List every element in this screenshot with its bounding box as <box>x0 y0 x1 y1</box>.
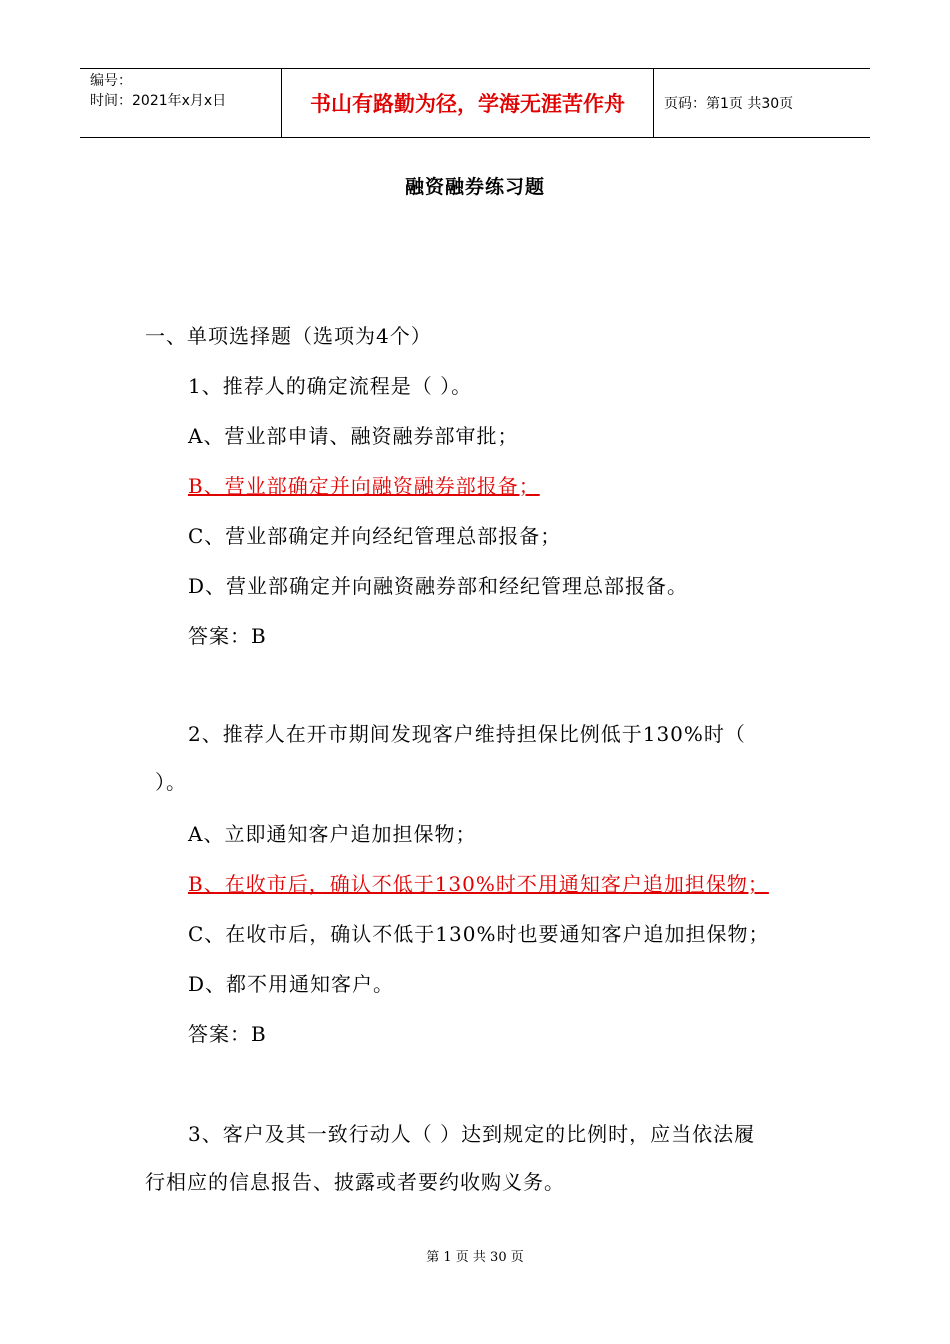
question-1-option-b-correct: B、营业部确定并向融资融券部报备； <box>188 474 540 498</box>
question-1-option-c: C、营业部确定并向经纪管理总部报备； <box>188 524 562 548</box>
time-label: 时间：2021年x月x日 <box>90 93 227 109</box>
question-1-stem: 1、推荐人的确定流程是（ ）。 <box>188 374 473 398</box>
question-3-stem-line-2: 行相应的信息报告、披露或者要约收购义务。 <box>145 1170 565 1194</box>
section-heading: 一、单项选择题（选项为4个） <box>145 324 432 348</box>
page-footer: 第 1 页 共 30 页 <box>426 1250 524 1265</box>
question-1-option-d: D、营业部确定并向融资融券部和经纪管理总部报备。 <box>188 574 689 598</box>
question-2-option-a: A、立即通知客户追加担保物； <box>188 822 477 846</box>
question-3-stem-line-1: 3、客户及其一致行动人（ ）达到规定的比例时，应当依法履 <box>188 1122 756 1146</box>
question-1-option-a: A、营业部申请、融资融券部审批； <box>188 424 519 448</box>
question-2-stem-line-1: 2、推荐人在开市期间发现客户维持担保比例低于130%时（ <box>188 722 746 746</box>
page-header <box>80 68 870 138</box>
header-page-code: 页码：第1页 共30页 <box>664 96 794 112</box>
document-title: 融资融券练习题 <box>404 176 545 198</box>
header-motto: 书山有路勤为径，学海无涯苦作舟 <box>282 69 654 137</box>
question-2-option-b-correct: B、在收市后，确认不低于130%时不用通知客户追加担保物； <box>188 872 769 896</box>
question-2-answer: 答案：B <box>188 1022 267 1046</box>
question-2-option-d: D、都不用通知客户。 <box>188 972 395 996</box>
header-meta <box>80 69 282 137</box>
question-2-option-c: C、在收市后，确认不低于130%时也要通知客户追加担保物； <box>188 922 770 946</box>
number-label: 编号： <box>90 73 132 89</box>
question-1-answer: 答案：B <box>188 624 267 648</box>
question-2-stem-line-2: ）。 <box>155 770 187 794</box>
